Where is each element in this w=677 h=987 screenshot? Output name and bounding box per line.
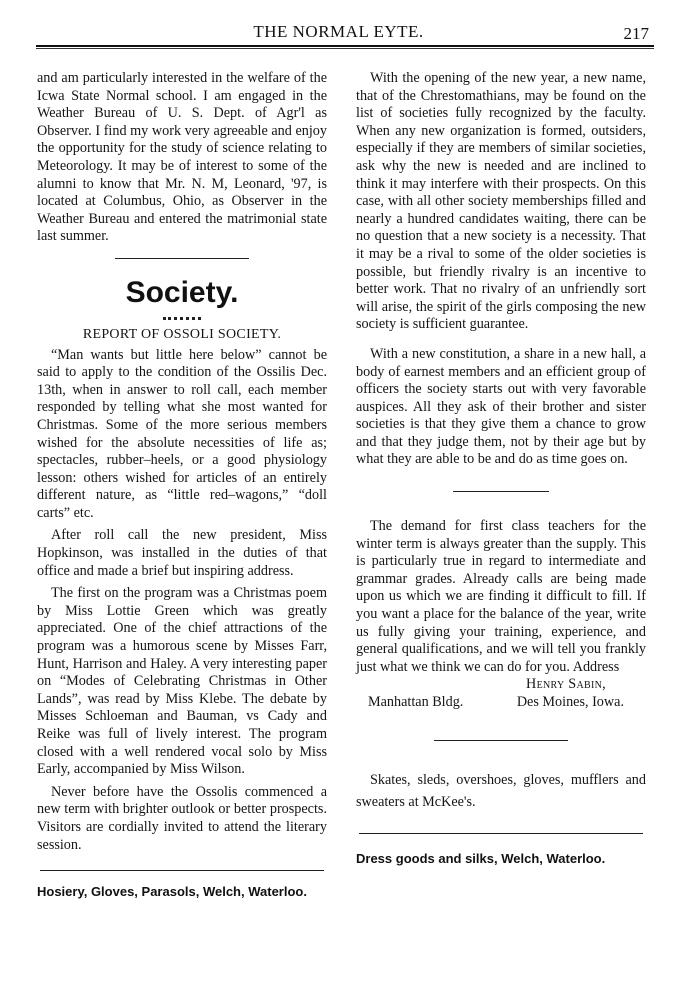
signature-address	[356, 694, 646, 712]
report-paragraph: Never before have the Ossolis commenced a new term with brighter outlook or better prospects. Visitors are cordially invited to attend the literary session.	[37, 783, 327, 853]
report-paragraph: After roll call the new president, Miss Hopkinson, was installed in the duties of that office and made a brief but inspiring address.	[37, 527, 327, 579]
continued-paragraph: and am particularly interested in the welfare of the Icwa State Normal school. I am engaged in the Weather Bureau of U. S. Dept. of Agr'l as Observer. I find my work very agreeable and enjoy the opportunity for the study of science relating to Meteorology. It may be of interest to some of the alumni to know that Mr. N. M, Leonard, '97, is located at Columbus, Ohio, as Observer in the Weather Bureau and entered the matrimonial state last summer.	[37, 70, 327, 245]
report-title: REPORT OF OSSOLI SOCIETY.	[82, 326, 282, 342]
section-divider	[453, 491, 549, 492]
signature-name: Henry Sabin,	[526, 676, 606, 693]
mckees-notice: Skates, sleds, overshoes, gloves, mufflers and sweaters at McKee's.	[356, 771, 646, 810]
teachers-notice: The demand for first class teachers for the winter term is always greater than the supply. This is particularly true in regard to intermediate and grammar grades. Already calls are being made upon us which we are finding it difficult to fill. If you want a place for the balance of the year, write us fully giving your training, experience, and general qualifications, and we will tell you frankly just what we think we can do for you. Address	[356, 518, 646, 675]
page-number: 217	[623, 24, 649, 43]
advertisement-rule	[40, 870, 324, 871]
chrestomathian-paragraph: With the opening of the new year, a new name, that of the Chrestomathians, may be found on the list of societies fully recognized by the faculty. When any new organization is formed, outsiders, especially if they are members of similar societies, ask why the new is needed and are inclined to think it may interfere with their prospects. On this case, with all other society memberships filled and nearly a hundred candidates waiting, there can be no question that a new society is a necessity. That it may be a rival to some of the older societies is possible, but friendly rivalry is an incentive to better work. That no rivalry of an unfriendly sort will arise, the spirit of the girls composing the new society is sufficient guarantee.	[356, 70, 646, 333]
running-title: THE NORMAL EYTE.	[253, 22, 424, 41]
address-city: Des Moines, Iowa.	[516, 694, 624, 710]
section-divider	[434, 740, 568, 741]
dash-ornament	[163, 317, 201, 320]
section-divider	[115, 258, 249, 259]
chrestomathian-paragraph: With a new constitution, a share in a new hall, a body of earnest members and an efficient group of officers the society starts out with very favorable auspices. All they ask of their brother and sister societies is that they give them a chance to grow and that they judge them, not by their age but by what they are able to be and do as time goes on.	[356, 345, 646, 468]
left-column	[37, 70, 327, 901]
advertisement-welch-hosiery: Hosiery, Gloves, Parasols, Welch, Waterloo.	[37, 884, 307, 900]
section-title: Society.	[125, 275, 239, 309]
header-rule	[36, 45, 654, 49]
advertisement-rule	[359, 833, 643, 834]
right-column	[356, 70, 646, 867]
report-paragraph: “Man wants but little here below” cannot be said to apply to the condition of the Ossilis Dec. 13th, when in answer to roll call, each member responded by telling what she most wanted for Christmas. Some of the more serious members wished for the absolute necessities of life as; spectacles, rubber–heels, or a good physiology lesson: others wished for articles of an entirely different nature, as “little red–wagons,” “doll carts” etc.	[37, 346, 327, 521]
address-building: Manhattan Bldg.	[368, 694, 464, 710]
advertisement-welch-dress-goods: Dress goods and silks, Welch, Waterloo.	[356, 850, 606, 866]
report-paragraph: The first on the program was a Christmas poem by Miss Lottie Green which was greatly appreciated. One of the chief attractions of the program was a humorous scene by Misses Farr, Hunt, Harrison and Haley. A very interesting paper on “Modes of Celebrating Christmas in Other Lands”, was read by Miss Klebe. The debate by Misses Schloeman and Bauman, vs Cady and Reike was full of lively interest. The program closed with a well rendered vocal solo by Miss Early, accompanied by Miss Wilson.	[37, 585, 327, 778]
